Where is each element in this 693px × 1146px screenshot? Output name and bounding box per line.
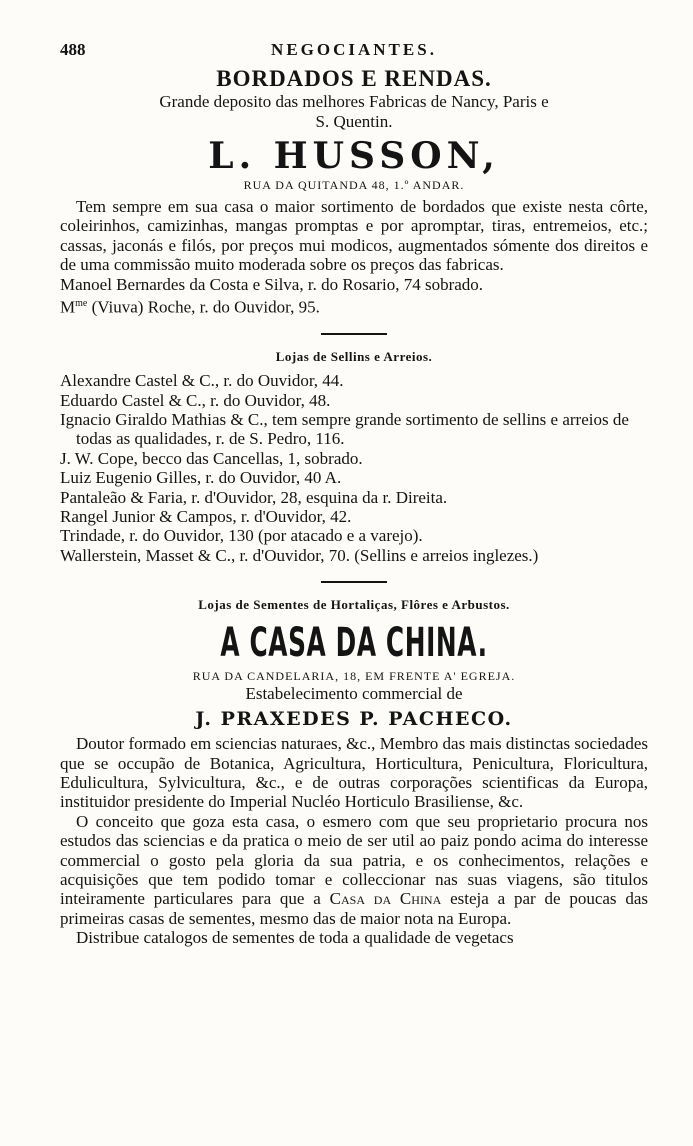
bordados-entry [60, 294, 648, 317]
husson-paragraph: Tem sempre em sua casa o maior sortimento de bordados que existe nesta côrte, coleirinhos, camizinhas, mangas promptas e por apromptar, tiras, entremeios, etc.; cassas, jaconás e filós, por preços mui modicos, augmentados sómente dos direitos e de uma commissão muito moderada sobre os preços das fabricas. [60, 197, 648, 275]
bordados-entry: Manoel Bernardes da Costa e Silva, r. do Rosario, 74 sobrado. [60, 274, 484, 294]
entry-superscript: me [75, 298, 88, 310]
catalogos-paragraph: Distribue catalogos de sementes de toda a qualidade de vegetacs [76, 928, 514, 948]
list-item: Ignacio Giraldo Mathias & C., tem sempre grande sortimento de sellins e arreios de todas as qualidades, r. de S. Pedro, 116. [60, 409, 629, 449]
conceito-text-b: esteja a par de poucas das primeiras casas de sementes, mesmo das de maior nota na Europa. [60, 889, 648, 928]
section-divider [321, 581, 387, 583]
list-item: Wallerstein, Masset & C., r. d'Ouvidor, 70. (Sellins e arreios inglezes.) [60, 545, 539, 565]
sementes-section [60, 597, 648, 947]
sellins-section [60, 349, 648, 565]
establishment-line: Estabelecimento commercial de [245, 684, 463, 704]
list-item: J. W. Cope, becco das Cancellas, 1, sobrado. [60, 448, 363, 468]
bordados-line1: Grande deposito das melhores Fabricas de Nancy, Paris e [159, 92, 549, 111]
document-page [60, 40, 648, 948]
casa-da-china-brand: A CASA DA CHINA. [220, 620, 488, 667]
bordados-heading: BORDADOS E RENDAS. [216, 66, 492, 91]
list-item: Rangel Junior & Campos, r. d'Ouvidor, 42. [60, 506, 352, 526]
list-item: Trindade, r. do Ouvidor, 130 (por atacado e a varejo). [60, 526, 423, 546]
running-title: NEGOCIANTES. [271, 40, 437, 59]
page-number: 488 [60, 40, 86, 59]
casa-da-china-address: RUA DA CANDELARIA, 18, EM FRENTE A' EGREJA. [192, 669, 516, 684]
list-item: Eduardo Castel & C., r. do Ouvidor, 48. [60, 390, 331, 410]
bordados-line2: S. Quentin. [315, 112, 393, 131]
casa-da-china-inline: Casa da China [329, 889, 442, 909]
conceito-text-a: O conceito que goza esta casa, o esmero com que seu proprietario procura nos estudos das sciencias e da pratica o meio de ser util ao paiz pondo acima do interesse commercial o gosto pela gloria da sua patria, e os conhecimentos, relações e acquisições que tem podido tomar e colleccionar nas suas viagens, são titulos inteiramente particulares para que a [60, 811, 648, 909]
section-divider [321, 333, 387, 335]
husson-address: RUA DA QUITANDA 48, 1.º ANDAR. [243, 178, 465, 192]
running-head [60, 40, 648, 62]
list-item: Pantaleão & Faria, r. d'Ouvidor, 28, esquina da r. Direita. [60, 487, 448, 507]
sellins-heading: Lojas de Sellins e Arreios. [275, 349, 433, 365]
entry-prefix: M [60, 297, 76, 317]
list-item: Luiz Eugenio Gilles, r. do Ouvidor, 40 A. [60, 468, 342, 488]
list-item: Alexandre Castel & C., r. do Ouvidor, 44. [60, 371, 344, 391]
bordados-section [60, 66, 648, 317]
owner-name: J. PRAXEDES P. PACHECO. [195, 708, 513, 731]
owner-paragraph: Doutor formado em sciencias naturaes, &c., Membro das mais distinctas sociedades que se occupão de Botanica, Agricultura, Horticultura, Penicultura, Floricultura, Edulicultura, Sylvicultura, &c., e de outras corporações scientificas da Europa, instituidor presidente do Imperial Nucléo Horticulo Brasiliense, &c. [60, 734, 648, 812]
conceito-paragraph [60, 812, 648, 928]
husson-brand: L. HUSSON, [208, 135, 500, 177]
sementes-heading: Lojas de Sementes de Hortaliças, Flôres e Arbustos. [198, 597, 510, 613]
entry-rest: (Viuva) Roche, r. do Ouvidor, 95. [87, 297, 320, 317]
